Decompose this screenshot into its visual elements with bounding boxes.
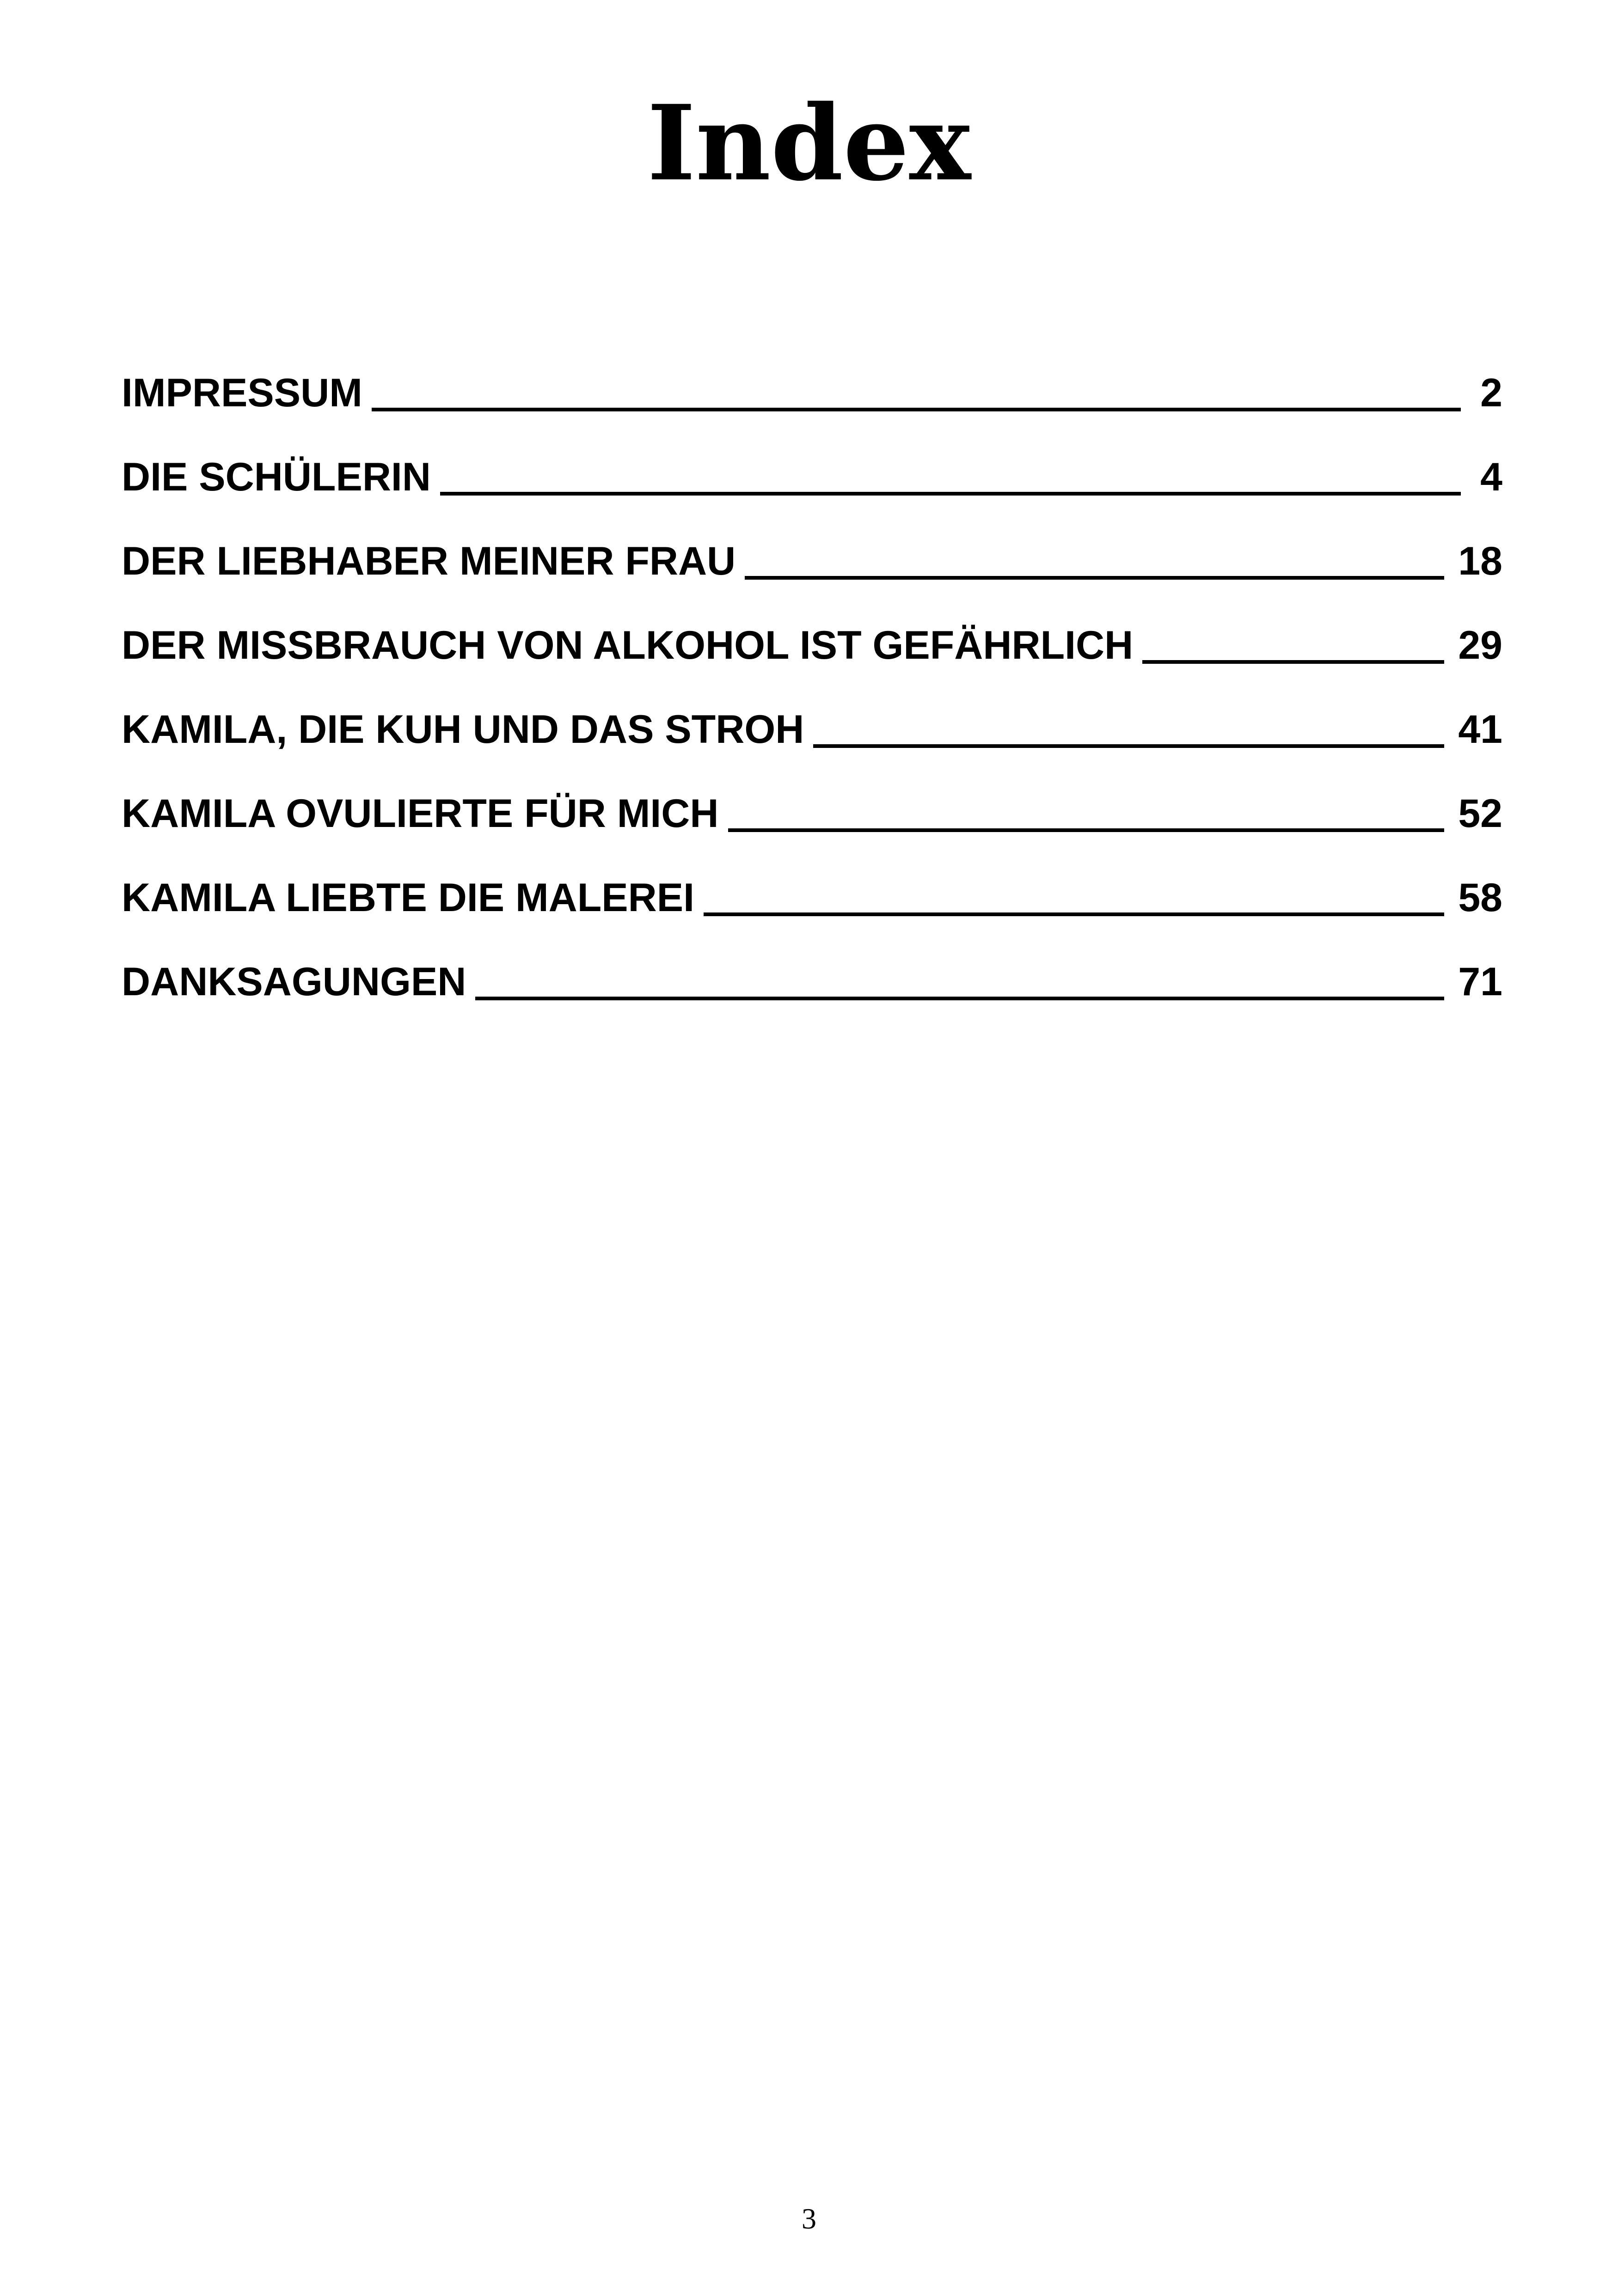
toc-entry-page: 52 [1458,791,1502,836]
toc-entry-kamila-die-kuh[interactable] [122,668,1502,753]
toc-entry-title: DER LIEBHABER MEINER FRAU [122,539,736,583]
toc-leader-line [745,576,1444,580]
toc-entry-die-schuelerin[interactable] [122,416,1502,500]
toc-entry-title: DER MISSBRAUCH VON ALKOHOL IST GEFÄHRLICH [122,623,1134,667]
toc-entry-page: 18 [1458,539,1502,583]
toc-entry-title: KAMILA OVULIERTE FÜR MICH [122,791,719,836]
toc-leader-line [728,828,1445,832]
toc-entry-title: KAMILA LIEBTE DIE MALEREI [122,876,695,920]
toc-entry-title: DIE SCHÜLERIN [122,455,431,499]
toc-leader-line [813,744,1444,748]
toc-entry-kamila-ovulierte[interactable] [122,753,1502,837]
toc-entry-page: 2 [1480,371,1502,415]
page-title: Index [647,82,971,204]
toc-entry-title: IMPRESSUM [122,371,362,415]
toc-leader-line [475,997,1444,1000]
toc-entry-page: 71 [1458,960,1502,1004]
toc-entry-page: 41 [1458,707,1502,752]
toc-entry-danksagungen[interactable] [122,921,1502,1005]
toc-leader-line [1142,660,1444,664]
table-of-contents [122,333,1502,1005]
toc-leader-line [704,912,1444,916]
toc-entry-kamila-liebte-die-malerei[interactable] [122,837,1502,921]
toc-entry-page: 4 [1480,455,1502,499]
page-footer-number: 3 [802,2202,816,2235]
toc-entry-der-liebhaber-meiner-frau[interactable] [122,500,1502,584]
toc-entry-impressum[interactable] [122,333,1502,416]
toc-entry-title: KAMILA, DIE KUH UND DAS STROH [122,707,804,752]
toc-leader-line [440,492,1461,496]
toc-entry-page: 29 [1458,623,1502,667]
toc-entry-page: 58 [1458,876,1502,920]
toc-entry-title: DANKSAGUNGEN [122,960,466,1004]
toc-leader-line [372,408,1461,411]
toc-entry-der-missbrauch-von-alkohol[interactable] [122,584,1502,668]
